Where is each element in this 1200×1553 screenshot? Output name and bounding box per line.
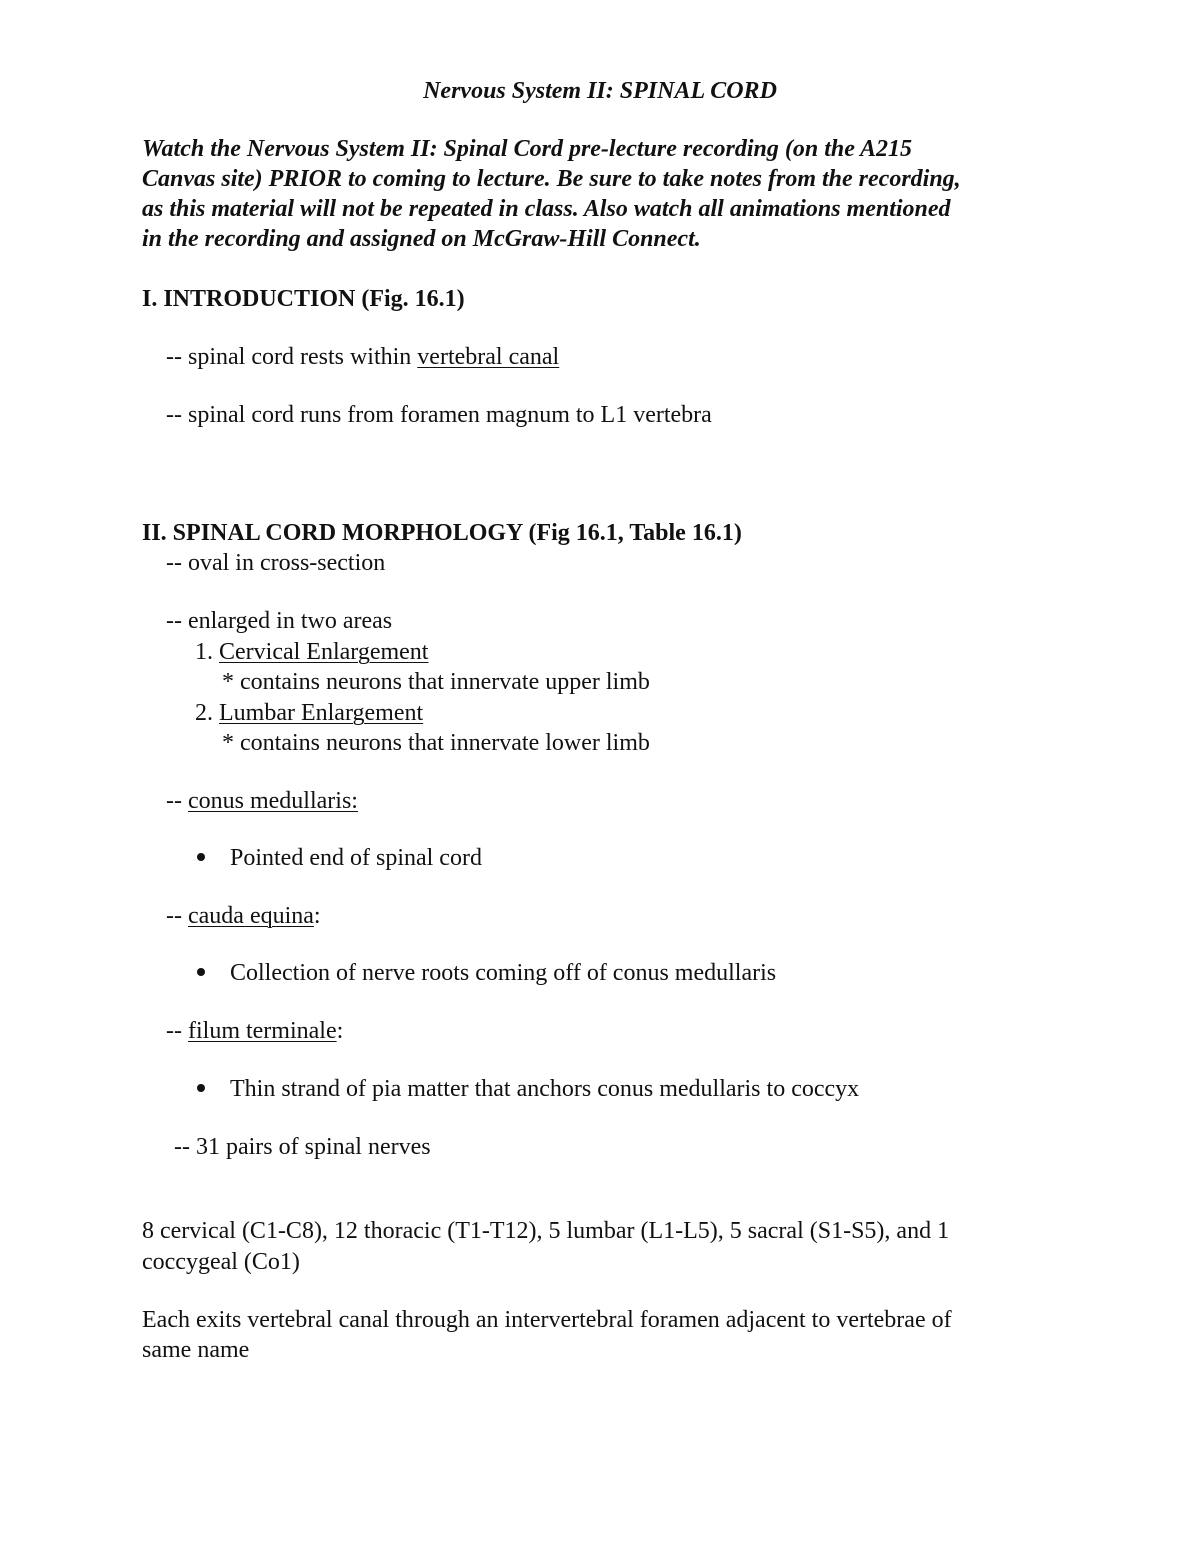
item-suffix: : — [313, 903, 321, 929]
list-number: 2. — [195, 700, 219, 726]
term-lumbar-enlargement: Lumbar Enlargement — [219, 700, 424, 726]
bullet-icon — [197, 1084, 205, 1092]
item-cauda-equina — [166, 901, 321, 931]
item-prefix: -- — [166, 903, 188, 929]
item-prefix: -- — [166, 788, 188, 814]
item-oval: -- oval in cross-section — [166, 550, 386, 576]
item-filum-terminale — [166, 1016, 343, 1046]
section-1-heading: I. INTRODUCTION (Fig. 16.1) — [142, 286, 465, 312]
term-cauda-equina: cauda equina — [187, 903, 314, 929]
item-enlarged: -- enlarged in two areas — [166, 608, 393, 634]
item-conus-medullaris — [166, 786, 358, 816]
term-filum-terminale: filum terminale — [187, 1018, 337, 1044]
item-31-pairs: -- 31 pairs of spinal nerves — [174, 1134, 431, 1160]
cauda-bullet-text: Collection of nerve roots coming off of conus medullaris — [230, 960, 777, 986]
item-text: -- spinal cord rests within — [166, 344, 418, 370]
exits-line-2: same name — [142, 1337, 250, 1363]
term-conus-medullaris: conus medullaris: — [187, 788, 358, 814]
conus-bullet-text: Pointed end of spinal cord — [230, 845, 482, 871]
item-suffix: : — [336, 1018, 344, 1044]
filum-bullet-text: Thin strand of pia matter that anchors conus medullaris to coccyx — [230, 1076, 860, 1102]
intro-line: as this material will not be repeated in class. Also watch all animations mentioned — [142, 196, 951, 222]
nerves-line-2: coccygeal (Co1) — [142, 1249, 300, 1275]
lumbar-description: * contains neurons that innervate lower limb — [222, 730, 650, 756]
cervical-description: * contains neurons that innervate upper limb — [222, 669, 650, 695]
enlargement-lumbar — [195, 698, 423, 728]
intro-item-vertebral-canal — [166, 342, 559, 372]
bullet-icon — [197, 968, 205, 976]
intro-paragraph — [142, 134, 1082, 254]
term-cervical-enlargement: Cervical Enlargement — [219, 639, 429, 665]
page-title: Nervous System II: SPINAL CORD — [423, 78, 777, 104]
enlargement-cervical — [195, 637, 428, 667]
item-prefix: -- — [166, 1018, 188, 1044]
intro-line: in the recording and assigned on McGraw-Hill Connect. — [142, 226, 701, 252]
intro-item-foramen-magnum: -- spinal cord runs from foramen magnum to L1 vertebra — [166, 402, 712, 428]
intro-line: Watch the Nervous System II: Spinal Cord pre-lecture recording (on the A215 — [142, 136, 913, 162]
intro-line: Canvas site) PRIOR to coming to lecture. Be sure to take notes from the recording, — [142, 166, 961, 192]
nerves-line-1: 8 cervical (C1-C8), 12 thoracic (T1-T12), 5 lumbar (L1-L5), 5 sacral (S1-S5), and 1 — [142, 1218, 950, 1244]
exits-line-1: Each exits vertebral canal through an intervertebral foramen adjacent to vertebrae of — [142, 1307, 952, 1333]
section-2-heading: II. SPINAL CORD MORPHOLOGY (Fig 16.1, Table 16.1) — [142, 520, 742, 546]
list-number: 1. — [195, 639, 219, 665]
bullet-icon — [197, 853, 205, 861]
term-vertebral-canal: vertebral canal — [417, 344, 560, 370]
